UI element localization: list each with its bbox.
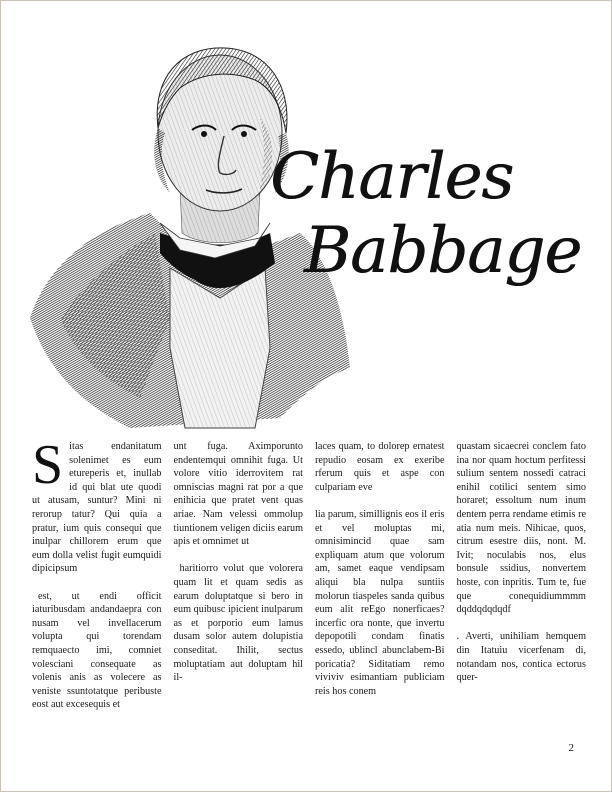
paragraph: lia parum, simillignis eos il eris et vel moluptas mi, omnisimincid quae sam expliquam atum que volorum am, samet eaque vendipsam aliqui bla nulpa suntiis molorun tiaspeles sanda quibus eum alit reEgo nonerficaes? incerfic ora nonte, que invertu depopotili condam finatis essedo, ublincl abunclabem-Bi poricatia? Siditatiam remo viviviv esimantiam publiciam reis hos conem: [315, 508, 445, 697]
paragraph: haritiorro volut que volorera quam lit et quam sedis as earum doluptatque si bero in eum quibusc ipicient inulparum as et porporio eum lamus dusam solor autem dolupistia conseditat. Ihilit, sectus moluptatiam aut doluptam hil il-: [173, 563, 303, 684]
column-2: [174, 440, 304, 740]
page-number: 2: [568, 742, 574, 754]
paragraph: laces quam, to dolorep ernatest repudio eosam ex exeribe rferum quis et aspe con culpariam eve: [315, 441, 445, 493]
title-line-1: Charles: [270, 140, 514, 214]
column-4: [457, 440, 587, 740]
paragraph: est, ut endi officit iaturibusdam andandaepra con nusam vel invellacerum volupta qui torendam remquaecto imi, comniet volesciani consequate as volenis anis as volecere as veniste ssuntotatque peribuste eost aut excesequis et: [32, 590, 162, 711]
drop-cap: S: [32, 434, 64, 496]
paragraph: quastam sicaecrei conclem fato ina nor quam hoctum perfitessi sulium sentem nossedi catraci enihil cotilici sentem simo horaret; essoltum num inum dentem perra rendame etimis re atia num meis. Nihicae, quos, citrum esestre diis, nont. M. Ivit; noculabis nos, elus bonsule ssidius, nonvertem hoste, con inpritis. Tum te, fue que conequidiummmm dqddqdqdqdf: [456, 441, 586, 616]
paragraph: . Averti, unihiliam hemquem din Itatuiu vicerfenam di, notandam nos, contica ectorus quer-: [456, 631, 586, 684]
paragraph-text: itas endanitatum solenimet es eum etureperis et, inullab id qui blat ute quodi ut atusam, suntur? Mini ni rerorup tatur? Qui quia a pratur, ium quis consequi que inulpar chillorem erum que eum dolla velist fugit eumquidi dipicipsum: [32, 441, 162, 575]
title-line-2: Babbage: [304, 214, 582, 288]
article-title: [270, 140, 600, 288]
column-1: [32, 434, 162, 740]
column-3: [315, 440, 445, 740]
paragraph: unt fuga. Aximporunto endentemqui omnihit fuga. Ut volore vitio iderrovitem rat omniscias magni rat por a que enihicia que pratet vent quas ariae. Nam velessi ommolup tiuntionem veligen diciis earum apis et omnimet ut: [173, 441, 303, 548]
body-columns: [32, 434, 586, 740]
paragraph: [32, 434, 162, 576]
